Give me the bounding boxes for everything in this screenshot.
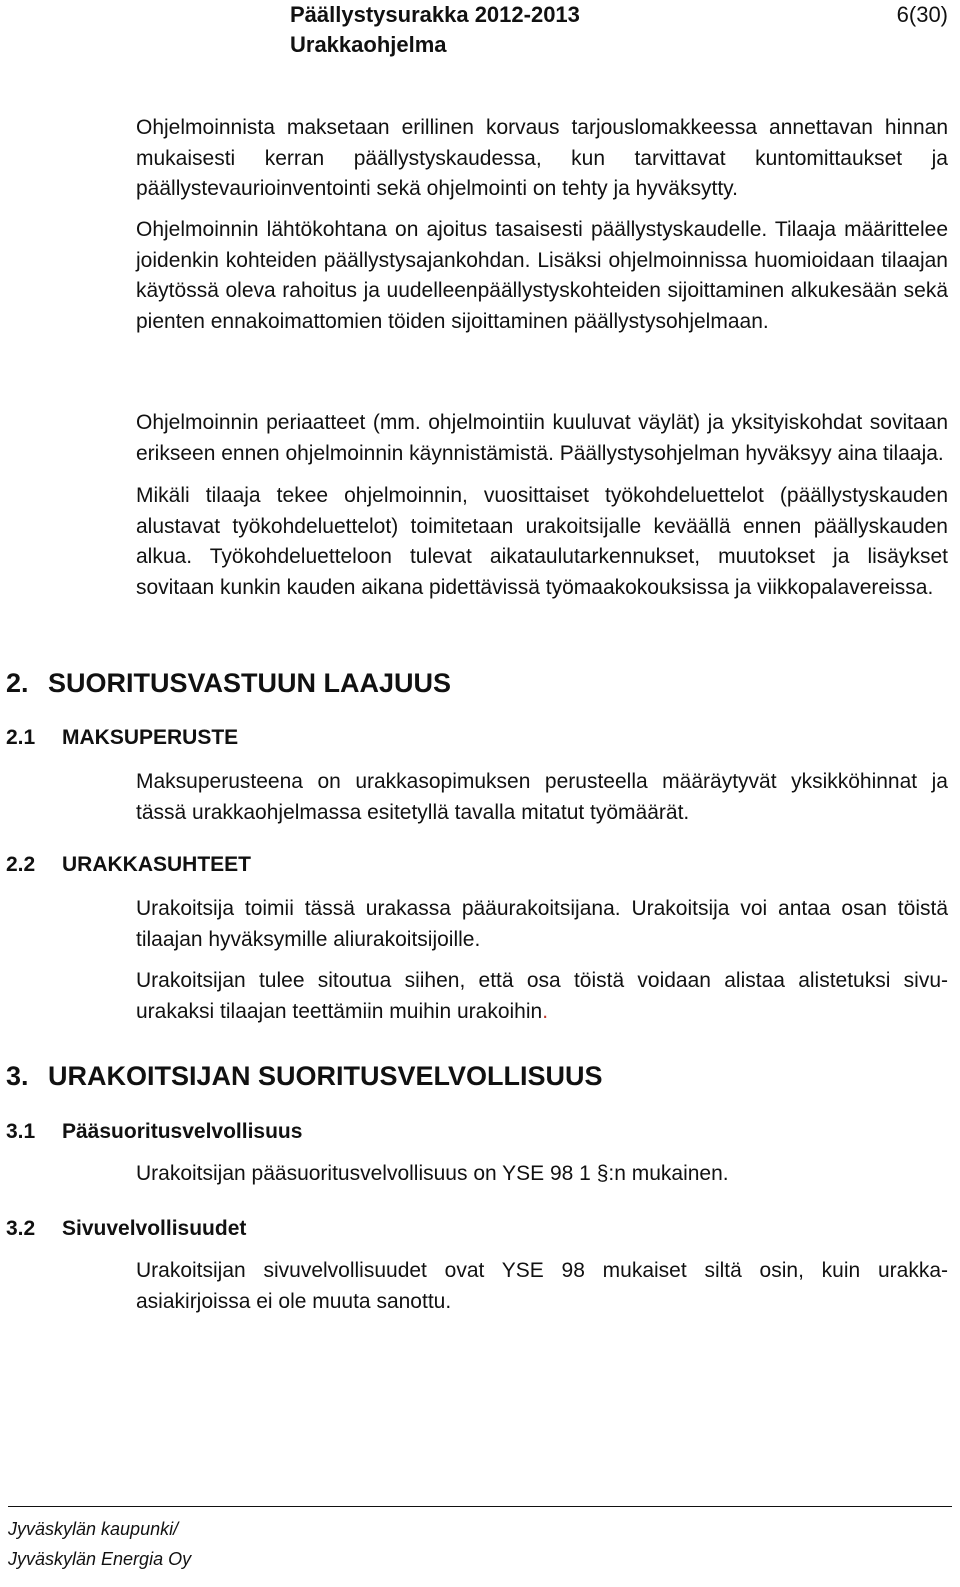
- heading-section-2-1: [6, 723, 238, 753]
- paragraph-maksuperuste: Maksuperusteena on urakkasopimuksen perusteella määräytyvät yksikköhinnat ja tässä urakkaohjelmassa esitetyllä tavalla mitatut työmäärät.: [136, 770, 948, 824]
- heading-section-3-1: [6, 1117, 302, 1147]
- section-number: 2.1: [6, 726, 36, 749]
- paragraph-text: Urakoitsijan tulee sitoutua siihen, että osa töistä voidaan alistaa alistetuksi sivu-urakaksi tilaajan teettämiin muihin urakoihin: [136, 969, 948, 1023]
- section-title: SUORITUSVASTUUN LAAJUUS: [48, 668, 452, 698]
- section-title: MAKSUPERUSTE: [62, 726, 239, 749]
- section-number: 3.2: [6, 1217, 36, 1240]
- paragraph-ohjelmointi-periaatteet: Ohjelmoinnin periaatteet (mm. ohjelmointiin kuuluvat väylät) ja yksityiskohdat sovitaan erikseen ennen ohjelmoinnin käynnistämistä. Päällystysohjelman hyväksyy aina tilaaja.: [136, 411, 948, 465]
- footer-organization-line-2: Jyväskylän Energia Oy: [8, 1549, 192, 1569]
- paragraph-urakkasuhteet-2: [136, 966, 948, 1027]
- section-title: Pääsuoritusvelvollisuus: [62, 1120, 303, 1143]
- page-number: 6(30): [896, 2, 948, 27]
- section-title: Sivuvelvollisuudet: [62, 1217, 247, 1240]
- red-period: .: [542, 999, 549, 1023]
- paragraph-paasuoritusvelvollisuus: Urakoitsijan pääsuoritusvelvollisuus on YSE 98 1 §:n mukainen.: [136, 1162, 729, 1185]
- section-title: URAKKASUHTEET: [62, 853, 251, 876]
- footer-divider: [8, 1506, 952, 1507]
- section-number: 2.2: [6, 853, 36, 876]
- paragraph-urakkasuhteet-1: Urakoitsija toimii tässä urakassa pääurakoitsijana. Urakoitsija voi antaa osan töistä tilaajan hyväksymille aliurakoitsijoille.: [136, 897, 948, 951]
- document-title: Päällystysurakka 2012-2013: [290, 2, 580, 27]
- section-title: URAKOITSIJAN SUORITUSVELVOLLISUUS: [48, 1061, 603, 1091]
- section-number: 3.1: [6, 1120, 36, 1143]
- heading-section-3-2: [6, 1214, 246, 1244]
- footer-organization-line-1: Jyväskylän kaupunki/: [8, 1519, 179, 1539]
- section-number: 2.: [6, 668, 29, 698]
- paragraph-ohjelmointi-korvaus: Ohjelmoinnista maksetaan erillinen korvaus tarjouslomakkeessa annettavan hinnan mukaisesti kerran päällystyskaudessa, kun tarvittavat kuntomittaukset ja päällystevaurioinventointi sekä ohjelmointi on tehty ja hyväksytty.: [136, 116, 948, 200]
- heading-section-2-2: [6, 850, 251, 880]
- document-subtitle: Urakkaohjelma: [290, 32, 447, 57]
- paragraph-tyokohdeluettelot: Mikäli tilaaja tekee ohjelmoinnin, vuosittaiset työkohdeluettelot (päällystyskauden alustavat työkohdeluettelot) toimitetaan urakoitsijalle keväällä ennen päällyskauden alkua. Työkohdeluetteloon tulevat aikataulutarkennukset, muutokset ja lisäykset sovitaan kunkin kauden aikana pidettävissä työmaakokouksissa ja viikkopalavereissa.: [136, 484, 948, 599]
- heading-section-2: [6, 666, 451, 700]
- paragraph-ohjelmointi-lahtokohta: Ohjelmoinnin lähtökohtana on ajoitus tasaisesti päällystyskaudelle. Tilaaja määrittelee joidenkin kohteiden päällystysajankohdan. Lisäksi ohjelmoinnissa huomioidaan tilaajan käytössä oleva rahoitus ja uudelleenpäällystyskohteiden sijoittaminen alkukesään sekä pienten ennakoimattomien töiden sijoittaminen päällystysohjelmaan.: [136, 218, 948, 333]
- paragraph-sivuvelvollisuudet: Urakoitsijan sivuvelvollisuudet ovat YSE 98 mukaiset siltä osin, kuin urakka-asiakirjoissa ei ole muuta sanottu.: [136, 1259, 948, 1313]
- section-number: 3.: [6, 1061, 29, 1091]
- heading-section-3: [6, 1059, 603, 1093]
